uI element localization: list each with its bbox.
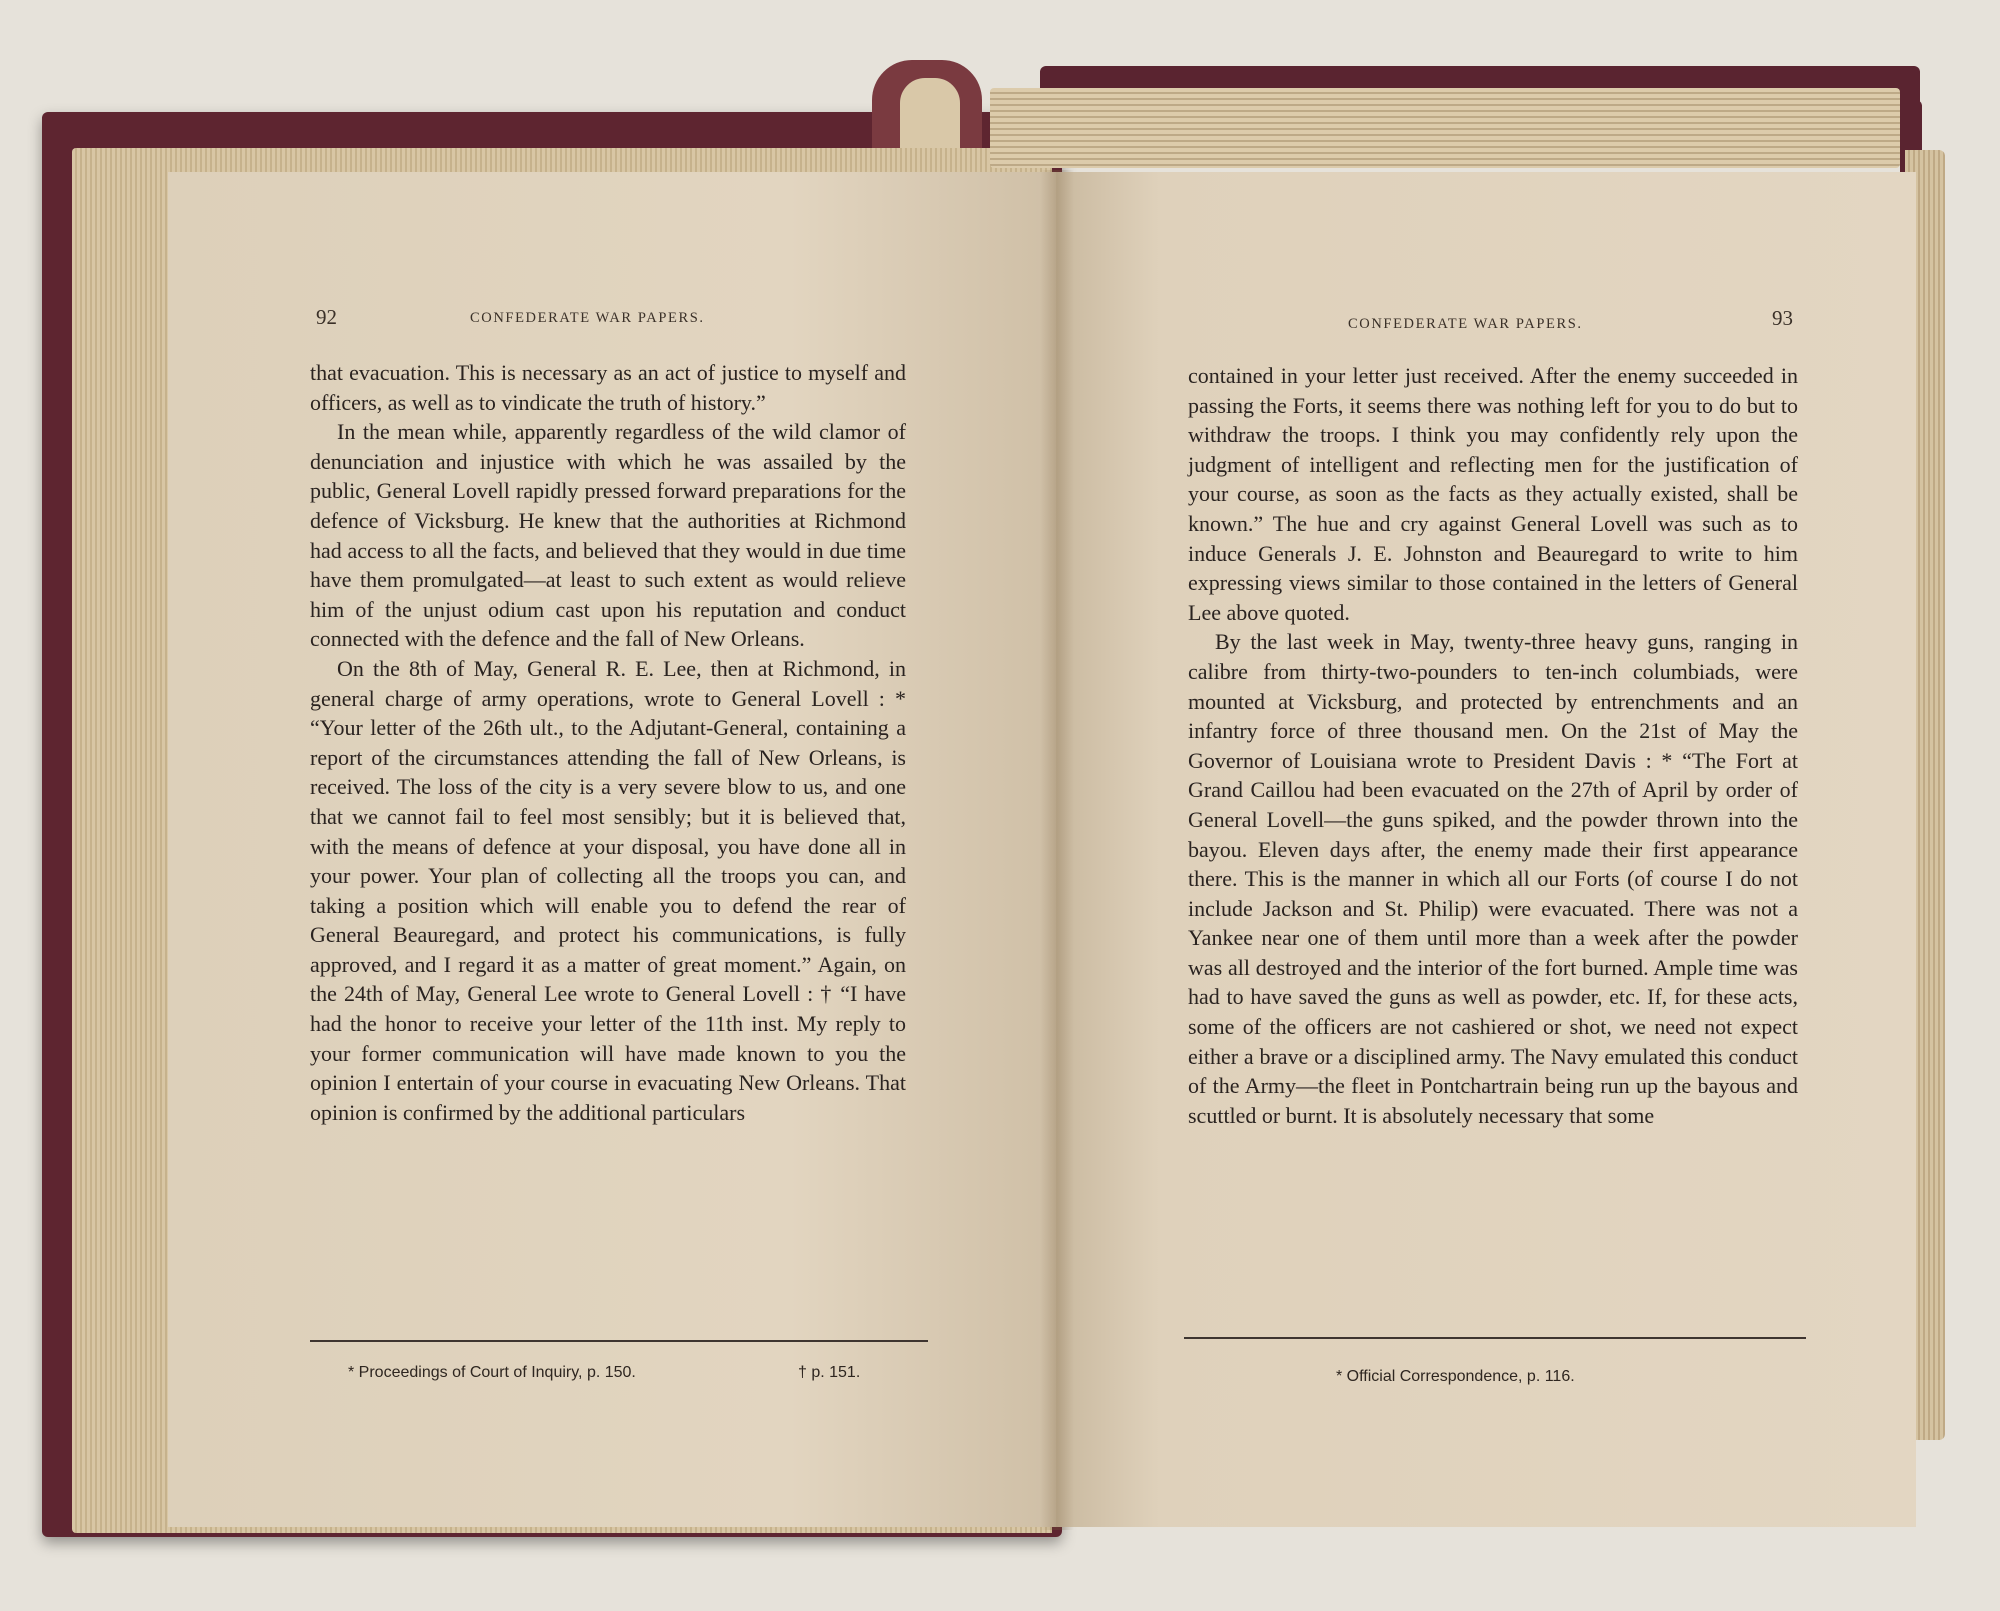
body-text	[310, 358, 906, 1127]
footnote-rule	[1184, 1337, 1806, 1339]
paragraph: On the 8th of May, General R. E. Lee, then at Richmond, in general charge of army operations, wrote to General Lovell : * “Your letter of the 26th ult., to the Adjutant-General, containing a report of the circumstances attending the fall of New Orleans, is received. The loss of the city is a very severe blow to us, and one that we cannot fail to feel most sensibly; but it is believed that, with the means of defence at your disposal, you have done all in your power. Your plan of collecting all the troops you can, and taking a position which will enable you to defend the rear of General Beauregard, and protect his communications, is fully approved, and I regard it as a matter of great moment.” Again, on the 24th of May, General Lee wrote to General Lovell : † “I have had the honor to receive your letter of the 11th inst. My reply to your former communication will have made known to you the opinion I entertain of your course in evacuating New Orleans. That opinion is confirmed by the additional particulars	[310, 655, 906, 1125]
right-page-edges-top	[990, 88, 1900, 168]
body-text	[1188, 361, 1798, 1130]
footnote-rule	[310, 1340, 928, 1342]
footnote: * Official Correspondence, p. 116.	[1336, 1368, 1575, 1385]
paragraph: By the last week in May, twenty-three heavy guns, ranging in calibre from thirty-two-pounders to ten-inch columbiads, were mounted at Vicksburg, and protected by entrenchments and an infantry force of three thousand men. On the 21st of May the Governor of Louisiana wrote to President Davis : * “The Fort at Grand Caillou had been evacuated on the 27th of April by order of General Lovell—the guns spiked, and the powder thrown into the bayou. Eleven days after, the enemy made their first appearance there. This is the manner in which all our Forts (of course I do not include Jackson and St. Philip) were evacuated. There was not a Yankee near one of them until more than a week after the powder was all destroyed and the interior of the fort burned. Ample time was had to have saved the guns as well as powder, etc. If, for these acts, some of the officers are not cashiered or shot, we need not expect either a brave or a disciplined army. The Navy emulated this conduct of the Army—the fleet in Pontchartrain being run up the bayous and scuttled or burnt. It is absolutely necessary that some	[1188, 629, 1798, 1128]
footnote: † p. 151.	[798, 1364, 861, 1381]
paragraph: In the mean while, apparently regardless of the wild clamor of denunciation and injustice with which he was assailed by the public, General Lovell rapidly pressed forward preparations for the defence of Vicksburg. He knew that the authorities at Richmond had access to all the facts, and believed that they would in due time have them promulgated—at least to such extent as would relieve him of the unjust odium cast upon his reputation and conduct connected with the defence and the fall of New Orleans.	[310, 419, 906, 652]
page-number: 92	[316, 305, 337, 329]
paragraph: contained in your letter just received. After the enemy succeeded in passing the Forts, it seems there was nothing left for you to do but to withdraw the troops. I think you may confidently rely upon the judgment of intelligent and reflecting men for the justification of your course, as soon as the facts as they actually existed, shall be known.” The hue and cry against General Lovell was such as to induce Generals J. E. Johnston and Beauregard to write to him expressing views similar to those contained in the letters of General Lee above quoted.	[1188, 363, 1798, 625]
book-gutter	[1040, 170, 1074, 1530]
right-page	[1056, 172, 1916, 1527]
paragraph: that evacuation. This is necessary as an act of justice to myself and officers, as well as to vindicate the truth of history.”	[310, 360, 906, 415]
left-page	[168, 172, 1056, 1527]
running-head: CONFEDERATE WAR PAPERS.	[470, 310, 705, 326]
page-number: 93	[1772, 306, 1793, 330]
running-head: CONFEDERATE WAR PAPERS.	[1348, 316, 1583, 332]
footnote: * Proceedings of Court of Inquiry, p. 150.	[348, 1364, 636, 1381]
